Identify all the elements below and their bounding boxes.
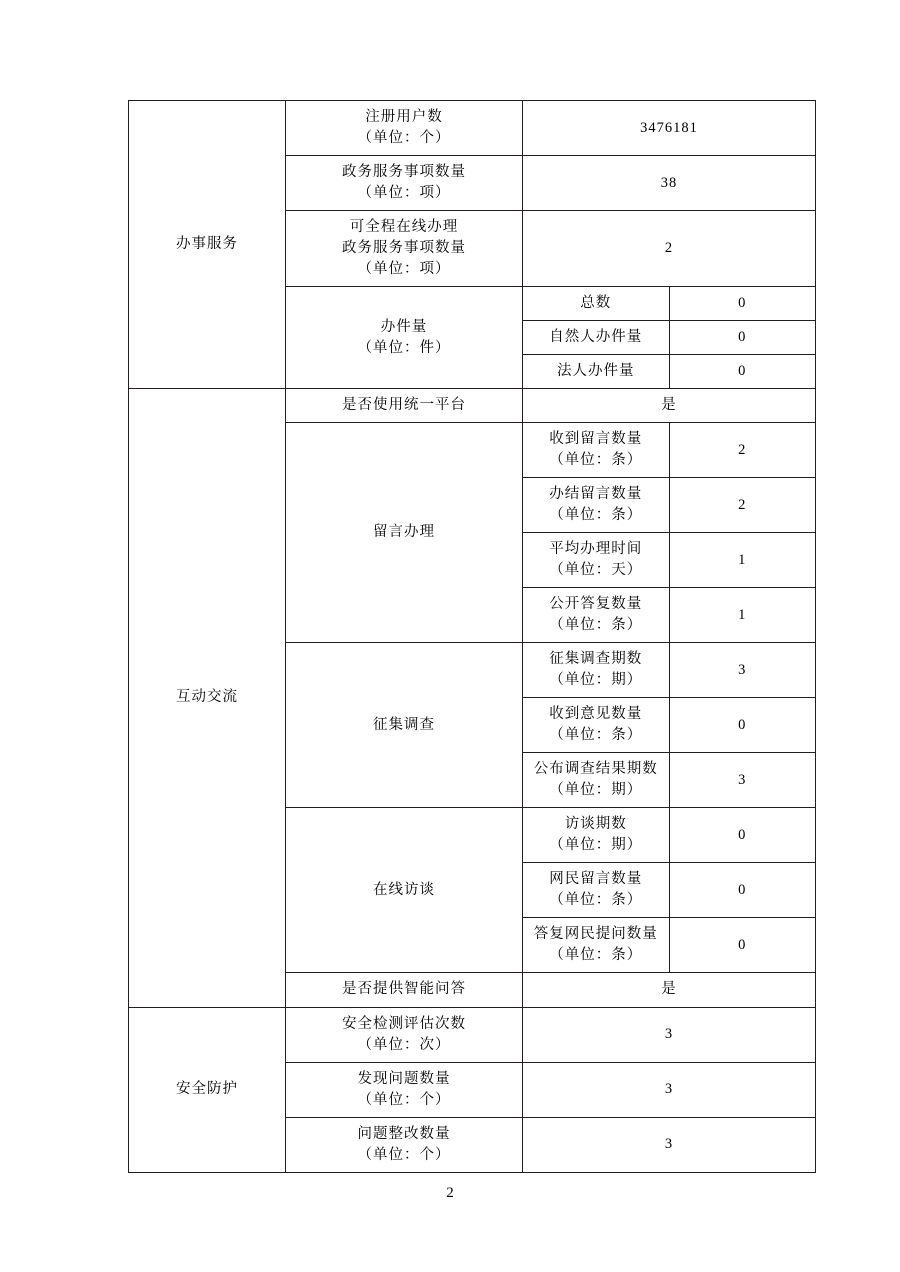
- value-text: 1: [738, 606, 747, 623]
- value-text: 0: [738, 936, 747, 953]
- value-text: 是: [661, 397, 677, 414]
- value-text: 0: [738, 826, 747, 843]
- subitem-label-line2: （单位：条）: [549, 617, 643, 634]
- value-cell: [523, 1007, 816, 1062]
- category-label: 安全防护: [176, 1081, 238, 1098]
- item-cell: [286, 1007, 523, 1062]
- page-number: 2: [446, 1185, 454, 1201]
- value-text: 3: [664, 1136, 674, 1153]
- value-text: 38: [660, 174, 678, 191]
- value-cell: [669, 478, 816, 533]
- item-label-line1: 问题整改数量: [357, 1125, 451, 1142]
- item-label-line1: 可全程在线办理: [349, 219, 459, 236]
- item-cell: [286, 643, 523, 808]
- value-cell: [523, 973, 816, 1007]
- value-cell: [669, 321, 816, 355]
- value-cell: [523, 1062, 816, 1117]
- subitem-cell: [523, 321, 670, 355]
- item-cell: [286, 389, 523, 423]
- subitem-cell: [523, 698, 670, 753]
- value-text: 3476181: [640, 119, 698, 136]
- value-text: 0: [738, 363, 747, 380]
- value-cell: [523, 101, 816, 156]
- subitem-label-line1: 平均办理时间: [549, 541, 643, 558]
- subitem-cell: [523, 533, 670, 588]
- item-cell: [286, 1062, 523, 1117]
- item-label-line1: 政务服务事项数量: [342, 164, 466, 181]
- item-label-line1: 征集调查: [373, 716, 435, 733]
- subitem-label-line1: 公布调查结果期数: [533, 761, 658, 778]
- value-text: 3: [738, 771, 747, 788]
- subitem-cell: [523, 808, 670, 863]
- subitem-label-line1: 收到留言数量: [549, 431, 643, 448]
- item-label-line2: （单位：件）: [357, 339, 451, 356]
- subitem-label-line1: 办结留言数量: [549, 486, 643, 503]
- value-text: 3: [664, 1081, 674, 1098]
- item-label-line1: 是否提供智能问答: [342, 981, 466, 998]
- subitem-label-line2: （单位：期）: [549, 837, 643, 854]
- item-label-line2: （单位：个）: [357, 130, 451, 147]
- value-text: 0: [738, 329, 747, 346]
- subitem-cell: [523, 643, 670, 698]
- value-cell: [523, 156, 816, 211]
- value-text: 2: [738, 441, 747, 458]
- subitem-label-line1: 法人办件量: [557, 363, 635, 380]
- subitem-label-line2: （单位：天）: [549, 562, 643, 579]
- subitem-cell: [523, 588, 670, 643]
- item-label-line2: （单位：个）: [357, 1091, 451, 1108]
- subitem-cell: [523, 287, 670, 321]
- item-label-line1: 是否使用统一平台: [342, 397, 466, 414]
- item-label-line1: 留言办理: [373, 524, 435, 541]
- item-cell: [286, 287, 523, 389]
- value-cell: [669, 533, 816, 588]
- item-label-line3: （单位：项）: [357, 261, 451, 278]
- subitem-label-line2: （单位：条）: [549, 947, 643, 964]
- value-text: 0: [738, 295, 747, 312]
- item-cell: [286, 808, 523, 973]
- item-cell: [286, 423, 523, 643]
- subitem-cell: [523, 863, 670, 918]
- subitem-label-line2: （单位：条）: [549, 892, 643, 909]
- table-row: [129, 1007, 816, 1062]
- table-row: [129, 389, 816, 423]
- item-cell: [286, 1117, 523, 1172]
- value-cell: [669, 863, 816, 918]
- item-cell: [286, 211, 523, 287]
- subitem-label-line1: 公开答复数量: [549, 596, 643, 613]
- subitem-label-line1: 收到意见数量: [549, 706, 643, 723]
- subitem-label-line2: （单位：期）: [549, 782, 643, 799]
- category-cell-interaction: [129, 389, 286, 1007]
- subitem-label-line1: 答复网民提问数量: [533, 926, 658, 943]
- category-label: 互动交流: [176, 689, 238, 706]
- value-text: 3: [738, 661, 747, 678]
- item-label-line1: 在线访谈: [373, 881, 435, 898]
- item-label-line2: 政务服务事项数量: [342, 240, 466, 257]
- subitem-cell: [523, 355, 670, 389]
- subitem-label-line1: 网民留言数量: [549, 871, 643, 888]
- subitem-label-line2: （单位：条）: [549, 452, 643, 469]
- value-cell: [523, 389, 816, 423]
- subitem-label-line1: 访谈期数: [564, 816, 627, 833]
- value-text: 0: [738, 881, 747, 898]
- item-label-line1: 注册用户数: [365, 109, 443, 125]
- item-label-line2: （单位：次）: [357, 1036, 451, 1053]
- value-cell: [669, 918, 816, 973]
- subitem-label-line2: （单位：条）: [549, 507, 643, 524]
- value-text: 1: [738, 551, 747, 568]
- value-cell: [669, 588, 816, 643]
- subitem-cell: [523, 753, 670, 808]
- subitem-cell: [523, 423, 670, 478]
- value-cell: [669, 423, 816, 478]
- table-row: [129, 101, 816, 156]
- value-text: 3: [664, 1026, 674, 1042]
- item-cell: [286, 101, 523, 156]
- value-cell: [523, 211, 816, 287]
- category-label: 办事服务: [176, 236, 238, 253]
- category-cell-service: [129, 101, 286, 389]
- value-text: 2: [664, 240, 674, 257]
- subitem-label-line2: （单位：期）: [549, 672, 643, 689]
- value-text: 2: [738, 496, 747, 513]
- government-website-statistics-table: [128, 100, 816, 1173]
- subitem-label-line1: 自然人办件量: [549, 329, 643, 346]
- value-cell: [669, 808, 816, 863]
- value-cell: [523, 1117, 816, 1172]
- item-label-line2: （单位：项）: [357, 185, 451, 202]
- item-cell: [286, 156, 523, 211]
- subitem-cell: [523, 478, 670, 533]
- category-cell-security: [129, 1007, 286, 1172]
- subitem-label-line1: 征集调查期数: [549, 651, 643, 668]
- value-cell: [669, 698, 816, 753]
- value-text: 0: [738, 716, 747, 733]
- value-text: 是: [661, 981, 677, 998]
- value-cell: [669, 643, 816, 698]
- subitem-label-line1: 总数: [580, 295, 612, 312]
- subitem-cell: [523, 918, 670, 973]
- item-label-line1: 安全检测评估次数: [342, 1015, 466, 1032]
- subitem-label-line2: （单位：条）: [549, 727, 643, 744]
- item-label-line1: 发现问题数量: [357, 1070, 451, 1087]
- item-label-line1: 办件量: [380, 318, 428, 335]
- value-cell: [669, 355, 816, 389]
- value-cell: [669, 287, 816, 321]
- item-label-line2: （单位：个）: [357, 1146, 451, 1163]
- value-cell: [669, 753, 816, 808]
- item-cell: [286, 973, 523, 1007]
